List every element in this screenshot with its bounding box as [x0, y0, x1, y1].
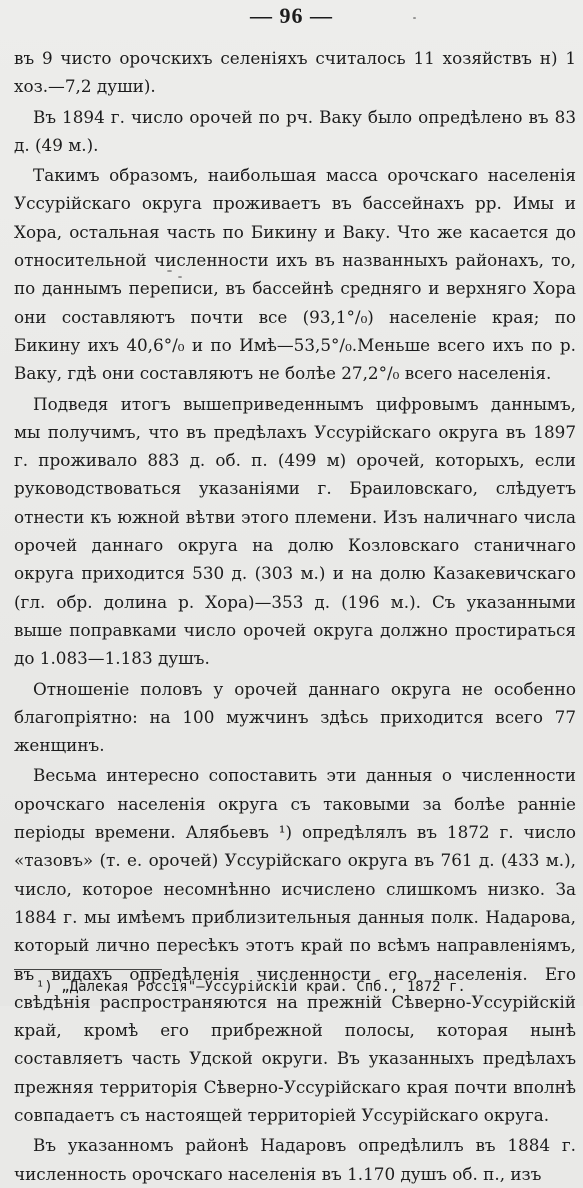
footnote: ¹) „Далекая Россія"—Уссурійскій край. Спб., 1872 г.: [36, 979, 466, 995]
paragraph-6: Весьма интересно сопоставить эти данныя о численности орочскаго населенія округа съ таковыми за болѣе ранніе періоды времени. Алябьевъ ¹) опредѣлялъ въ 1872 г. число «тазовъ» (т. е. орочей) Уссурійскаго округа въ 761 д. (433 м.), число, которое несомнѣнно исчислено слишкомъ низко. За 1884 г. мы имѣемъ приблизительныя данныя полк. Надарова, который лично пересѣкъ этотъ край по всѣмъ направленіямъ, въ видахъ опредѣленія численности его населенія. Его свѣдѣнія распространяются на прежній Сѣверно-Уссурійскій край, кромѣ его прибрежной полосы, которая нынѣ составляетъ часть Удской округи. Въ указанныхъ предѣлахъ прежняя территорія Сѣверно-Уссурійскаго края почти вполнѣ совпадаетъ съ настоящей территоріей Уссурійскаго округа.: [14, 765, 576, 1125]
scan-speck: [178, 276, 182, 278]
paragraph-1: въ 9 чисто орочскихъ селеніяхъ считалось 11 хозяйствъ н) 1 хоз.—7,2 души).: [14, 48, 576, 97]
scan-speck: [413, 17, 416, 19]
paragraph-7: Въ указанномъ районѣ Надаровъ опредѣлилъ въ 1884 г. численность орочскаго населенія въ 1.170 душъ об. п., изъ: [14, 1135, 576, 1184]
paragraph-3: Такимъ образомъ, наибольшая масса орочскаго населенія Уссурійскаго округа проживаетъ въ бассейнахъ рр. Имы и Хора, остальная часть по Бикину и Ваку. Что же касается до относительной численности ихъ въ названныхъ районахъ, то, по даннымъ переписи, въ бассейнѣ средняго и верхняго Хора они составляютъ почти все (93,1°/₀) населеніе края; по Бикину ихъ 40,6°/₀ и по Имѣ—53,5°/₀.Меньше всего ихъ по р. Ваку, гдѣ они составляютъ не болѣе 27,2°/₀ всего населенія.: [14, 165, 576, 384]
paragraph-4: Подведя итогъ вышеприведеннымъ цифровымъ даннымъ, мы получимъ, что въ предѣлахъ Уссурійскаго округа въ 1897 г. проживало 883 д. об. п. (499 м) орочей, которыхъ, если руководствоваться указаніями г. Браиловскаго, слѣдуетъ отнести къ южной вѣтви этого племени. Изъ наличнаго числа орочей даннаго округа на долю Козловскаго станичнаго округа приходится 530 д. (303 м.) и на долю Казакевичскаго (гл. обр. долина р. Хора)—353 д. (196 м.). Съ указанными выше поправками число орочей округа должно простираться до 1.083—1.183 душъ.: [14, 393, 576, 669]
scan-speck: [167, 270, 172, 272]
footnote-divider: [14, 969, 162, 970]
page-number: — 96 —: [250, 3, 333, 28]
body-text: [14, 44, 576, 1188]
paragraph-2: Въ 1894 г. число орочей по рч. Ваку было опредѣлено въ 83 д. (49 м.).: [14, 106, 576, 155]
paragraph-5: Отношеніе половъ у орочей даннаго округа не особенно благопріятно: на 100 мужчинъ здѣсь приходится всего 77 женщинъ.: [14, 678, 576, 756]
